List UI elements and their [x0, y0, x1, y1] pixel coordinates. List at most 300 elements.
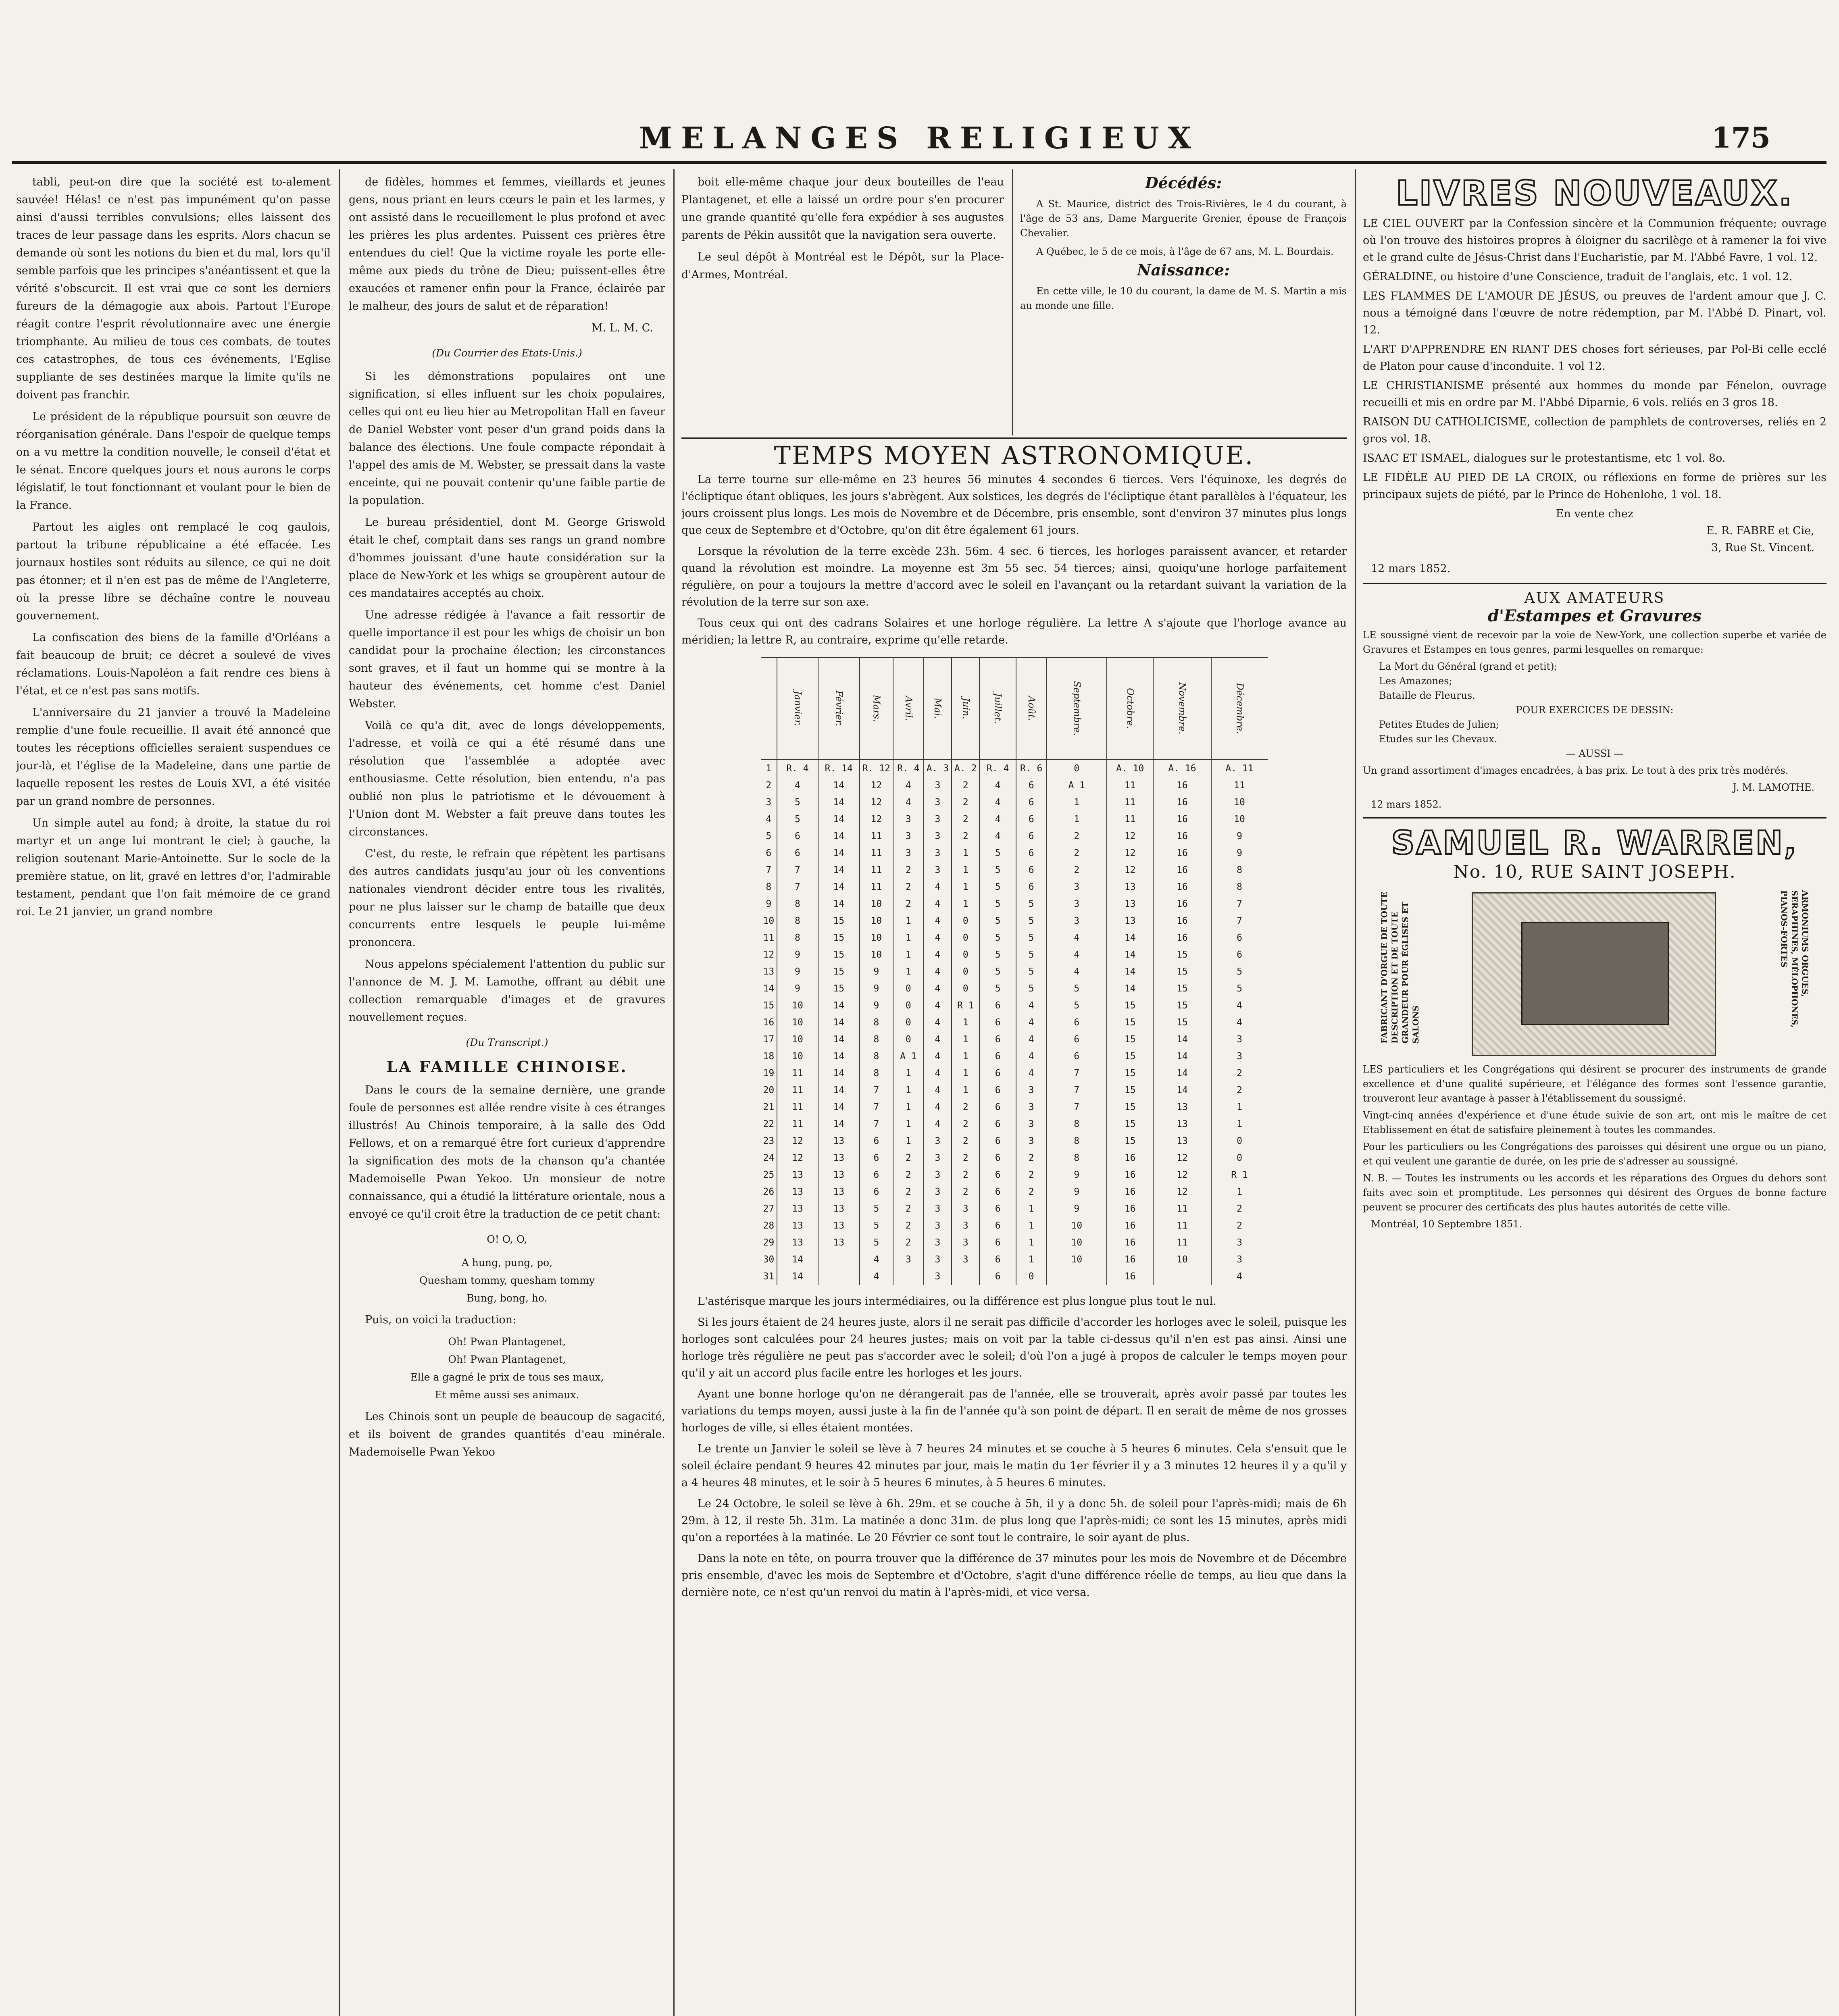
day-cell: 14 — [763, 983, 775, 994]
death-notice: A St. Maurice, district des Trois-Rivières, le 4 du courant, à l'âge de 53 ans, Dame Marguerite Grenier, épouse de François Chevalier. — [1020, 198, 1347, 239]
ad-list-item: La Mort du Général (grand et petit); — [1379, 661, 1558, 672]
table-cell: 6 — [860, 1133, 893, 1150]
table-cell: 11 — [1107, 811, 1153, 828]
table-cell: R. 4 — [893, 760, 924, 777]
table-cell: 9 — [777, 946, 818, 963]
ads-column — [1363, 173, 1827, 2016]
table-cell: R. 6 — [1016, 760, 1047, 777]
masthead-title: MELANGES RELIGIEUX — [639, 121, 1200, 156]
table-cell: 10 — [860, 912, 893, 929]
column-divider — [1012, 169, 1013, 435]
notices-column — [1020, 173, 1347, 431]
article-paragraph: tabli, peut-on dire que la société est to-alement sauvée! Hélas! ce n'est pas impunément qu'on passe ainsi d'aussi terribles convulsions; elles laissent des traces de leur passage dans les esprits. Alors chacun se demande où sont les notions du bien et du mal, lors qu'il semble parfois que les principes s'anéantissent et que la vérité s'obscurcit. Il est vrai que ce sont les derniers fureurs de la démagogie aux abois. Partout l'Europe réagit contre l'esprit révolutionnaire avec une énergie triomphante. Au milieu de tous ces combats, de toutes ces catastrophes, de tous ces événements, l'Eglise suppliante de ses destinées marque la limite qu'ils ne doivent pas franchir. — [16, 176, 331, 401]
table-cell: 4 — [1016, 1048, 1047, 1065]
table-cell: 6 — [777, 828, 818, 845]
table-cell: 0 — [952, 963, 979, 980]
table-cell: 3 — [924, 1133, 952, 1150]
day-cell: 2 — [766, 780, 772, 791]
table-cell: 4 — [979, 777, 1016, 794]
table-cell: 3 — [924, 1150, 952, 1166]
table-cell: 6 — [1016, 862, 1047, 879]
month-column-header — [979, 658, 1016, 760]
table-cell: 5 — [1047, 997, 1107, 1014]
table-cell: 13 — [1153, 1099, 1211, 1116]
table-cell: 16 — [1153, 794, 1211, 811]
table-cell: 4 — [893, 794, 924, 811]
table-row — [761, 1116, 1268, 1133]
table-cell: 1 — [893, 912, 924, 929]
table-cell: 4 — [924, 1116, 952, 1133]
day-cell: 18 — [763, 1051, 775, 1062]
table-cell: 3 — [1016, 1133, 1047, 1150]
table-cell: 1 — [952, 896, 979, 912]
month-column-header — [818, 658, 860, 760]
article-paragraph: Dans la note en tête, on pourra trouver que la différence de 37 minutes pour les mois de Novembre et de Décembre pris ensemble, d'avec les mois de Septembre et d'Octobre, s'agit d'une différence réelle de temps, au lieu que dans la dernière note, ce n'est qu'un renvoi du matin à l'après-midi, et vice versa. — [681, 1552, 1347, 1599]
table-cell: 10 — [860, 929, 893, 946]
table-cell: 7 — [860, 1116, 893, 1133]
table-cell: A 1 — [893, 1048, 924, 1065]
table-cell: 11 — [860, 828, 893, 845]
table-cell: 2 — [1211, 1082, 1268, 1099]
month-column-header — [860, 658, 893, 760]
table-cell: 13 — [818, 1234, 860, 1251]
table-cell: 3 — [924, 1217, 952, 1234]
table-cell: 3 — [924, 862, 952, 879]
table-cell: 1 — [893, 1082, 924, 1099]
table-cell: 15 — [818, 912, 860, 929]
article-paragraph: C'est, du reste, le refrain que répètent les partisans des autres candidats jusqu'au jour où les conventions nationales viendront décider entre tous les rivalités, pour ne plus laisser sur le champ de bataille que deux concurrents entre lesquels le peuple lui-même prononcera. — [349, 848, 665, 949]
table-cell: 2 — [952, 794, 979, 811]
table-cell: 10 — [777, 1014, 818, 1031]
table-cell: 14 — [818, 1031, 860, 1048]
table-cell: 3 — [1016, 1082, 1047, 1099]
table-row — [761, 912, 1268, 929]
table-cell: 9 — [777, 980, 818, 997]
table-cell: 16 — [1107, 1217, 1153, 1234]
ad-paragraph: Pour les particuliers ou les Congrégations des paroisses qui désirent une orgue ou un piano, et qui veulent une garantie de durée, on les prie de s'adresser au soussigné. — [1363, 1141, 1827, 1167]
table-cell: 6 — [979, 1217, 1016, 1234]
table-cell: 12 — [777, 1150, 818, 1166]
table-cell: 14 — [1107, 980, 1153, 997]
article-paragraph: boit elle-même chaque jour deux bouteilles de l'eau Plantagenet, et elle a laissé un ordre pour s'en procurer une grande quantité qu'elle fera expédier à ses augustes parents de Pékin aussitôt que la navigation sera ouverte. — [681, 176, 1004, 242]
table-cell: 12 — [1153, 1150, 1211, 1166]
table-cell: 11 — [777, 1116, 818, 1133]
month-label: Février. — [833, 690, 844, 727]
table-cell: 2 — [1047, 845, 1107, 862]
table-cell: 6 — [979, 1116, 1016, 1133]
table-cell: 4 — [924, 1031, 952, 1048]
table-cell: 3 — [924, 828, 952, 845]
table-cell: 14 — [818, 879, 860, 896]
table-row — [761, 828, 1268, 845]
table-cell: 11 — [777, 1082, 818, 1099]
article-paragraph: L'anniversaire du 21 janvier a trouvé la Madeleine remplie d'une foule recueillie. Il avait été annoncé que toutes les réceptions officielles seraient suspendues ce jour-là, et l'église de la Madeleine, dans une partie de laquelle reposent les restes de Louis XVI, a été visitée par un grand nombre de personnes. — [16, 706, 331, 808]
table-cell: 3 — [924, 1200, 952, 1217]
masthead-rule — [12, 161, 1827, 164]
table-cell: 3 — [1047, 896, 1107, 912]
table-cell: 14 — [818, 1065, 860, 1082]
table-cell: 1 — [1211, 1099, 1268, 1116]
vendor-name: E. R. FABRE et Cie, — [1706, 525, 1814, 537]
table-cell: 2 — [952, 1183, 979, 1200]
death-notice: A Québec, le 5 de ce mois, à l'âge de 67 ans, M. L. Bourdais. — [1036, 246, 1334, 257]
article-paragraph: Un simple autel au fond; à droite, la statue du roi martyr et un ange lui montrant le ciel; à gauche, la religion soutenant Marie-Antoinette. Sur le socle de la première statue, on lit, gravé en lettres d'or, l'admirable testament, pendant que l'on fait mémoire de ce grand roi. Le 21 janvier, un grand nombre — [16, 817, 331, 918]
table-cell: 14 — [777, 1268, 818, 1285]
table-cell: 13 — [818, 1133, 860, 1150]
table-cell: 9 — [860, 980, 893, 997]
table-cell: 4 — [924, 1065, 952, 1082]
table-cell: 15 — [818, 963, 860, 980]
table-cell: 9 — [1047, 1166, 1107, 1183]
table-cell: 14 — [818, 828, 860, 845]
table-cell: R. 12 — [860, 760, 893, 777]
month-label: Décembre. — [1234, 683, 1245, 734]
table-cell: 9 — [1047, 1200, 1107, 1217]
table-cell: 14 — [818, 1048, 860, 1065]
month-label: Avril. — [903, 696, 914, 721]
table-row — [761, 1200, 1268, 1217]
month-label: Mai. — [932, 698, 943, 719]
book-listing: GÉRALDINE, ou histoire d'une Conscience, traduit de l'anglais, etc. 1 vol. 12. — [1363, 271, 1793, 283]
warren-title: SAMUEL R. WARREN, — [1391, 824, 1798, 862]
table-cell: 6 — [860, 1166, 893, 1183]
table-cell: 14 — [818, 811, 860, 828]
article-paragraph: Partout les aigles ont remplacé le coq gaulois, partout la tribune républicaine a été effacée. Les journaux hostiles sont réduits au silence, ce qui ne doit pas étonner; et il n'en est pas de même de l'Angleterre, où la presse libre se déchaîne contre le nouveau gouvernement. — [16, 521, 331, 622]
table-cell: 3 — [1211, 1048, 1268, 1065]
table-cell: 5 — [979, 879, 1016, 896]
day-cell: 25 — [763, 1170, 775, 1180]
table-cell: 16 — [1153, 777, 1211, 794]
article-column-1 — [16, 173, 331, 2016]
astronomical-article — [681, 442, 1347, 2016]
day-cell: 19 — [763, 1068, 775, 1079]
table-cell: 5 — [777, 811, 818, 828]
table-cell: 2 — [952, 828, 979, 845]
table-cell: 4 — [924, 912, 952, 929]
month-label: Mars. — [871, 695, 882, 722]
ad-date: Montréal, 10 Septembre 1851. — [1371, 1218, 1522, 1230]
article-paragraph: Le 24 Octobre, le soleil se lève à 6h. 29m. et se couche à 5h, il y a donc 5h. de soleil pour l'après-midi; mais de 6h 29m. à 12, il reste 5h. 31m. La matinée a donc 31m. de plus long que l'après-midi; ce sont les 15 minutes, après midi qu'on a reportées à la matinée. Le 20 Février ce sont tout le contraire, le soir ayant de plus. — [681, 1497, 1347, 1544]
article-paragraph: de fidèles, hommes et femmes, vieillards et jeunes gens, nous priant en leurs cœurs le pain et les larmes, y ont assisté dans le recueillement le plus profond et avec les prières les plus ardentes. Puissent ces prières être entendues du ciel! Que la victime royale les porte elle-même aux pieds du trône de Dieu; puissent-elles être exaucées et ramener enfin pour la France, éclairée par le malheur, des jours de salut et de réparation! — [349, 176, 665, 312]
table-cell: 11 — [1107, 777, 1153, 794]
table-cell: 12 — [1153, 1166, 1211, 1183]
day-cell: 31 — [763, 1271, 775, 1282]
table-cell: 14 — [818, 1116, 860, 1133]
table-cell: 16 — [1107, 1234, 1153, 1251]
ad-paragraph: Un grand assortiment d'images encadrées, à bas prix. Le tout à des prix très modérés. — [1363, 765, 1789, 776]
table-cell — [952, 1268, 979, 1285]
song-line: Bung, bong, ho. — [467, 1292, 548, 1304]
table-cell: 5 — [1016, 980, 1047, 997]
table-cell: 6 — [1016, 879, 1047, 896]
table-cell: 2 — [893, 1217, 924, 1234]
table-cell: 15 — [818, 980, 860, 997]
table-cell: 15 — [818, 929, 860, 946]
table-cell: 4 — [924, 896, 952, 912]
table-cell: 8 — [1211, 862, 1268, 879]
table-cell: 5 — [1016, 963, 1047, 980]
table-row — [761, 845, 1268, 862]
table-cell: 1 — [952, 1031, 979, 1048]
table-cell: 13 — [1153, 1133, 1211, 1150]
table-cell: 6 — [979, 1183, 1016, 1200]
table-cell: 14 — [818, 777, 860, 794]
table-cell: 16 — [1107, 1268, 1153, 1285]
month-column-header — [952, 658, 979, 760]
table-cell: 6 — [979, 1048, 1016, 1065]
table-cell: 5 — [979, 862, 1016, 879]
table-cell: 3 — [1016, 1116, 1047, 1133]
table-cell: 1 — [1016, 1251, 1047, 1268]
organ-illustration — [1472, 892, 1716, 1056]
table-cell: 16 — [1153, 912, 1211, 929]
article-paragraph: Lorsque la révolution de la terre excède 23h. 56m. 4 sec. 6 tierces, les horloges paraissent avancer, et retarder quand la révolution est moindre. La moyenne est 3m 55 sec. 54 tierces; ainsi, quoiqu'une horloge parfaitement régulière, on pour a toujours la mettre d'accord avec le soleil en l'avançant ou la retardant suivant la variation de la révolution de la terre sur son axe. — [681, 545, 1347, 608]
table-cell: 2 — [893, 879, 924, 896]
table-cell: 3 — [924, 777, 952, 794]
table-cell: 6 — [979, 1234, 1016, 1251]
table-cell: 2 — [1016, 1166, 1047, 1183]
table-cell: 6 — [979, 1065, 1016, 1082]
page-number: 175 — [1711, 121, 1770, 154]
day-cell: 9 — [766, 899, 772, 909]
table-cell: 3 — [924, 1268, 952, 1285]
song-line: O! O, O, — [487, 1233, 527, 1245]
table-cell — [818, 1251, 860, 1268]
table-cell: 1 — [952, 1065, 979, 1082]
table-row — [761, 963, 1268, 980]
table-row — [761, 1048, 1268, 1065]
table-cell: 2 — [952, 1116, 979, 1133]
table-cell: 1 — [1016, 1200, 1047, 1217]
article-paragraph: Dans le cours de la semaine dernière, une grande foule de personnes est allée rendre visite à ces étranges illustrés! Au Chinois temporaire, à la salle des Odd Fellows, et on a remarqué être fort curieux d'apprendre la signification des mots de la chanson qu'a chantée Mademoiselle Pwan Yekoo. Un monsieur de notre connaissance, qui a étudié la littérature orientale, nous a envoyé ce qu'il croit être la traduction de ce petit chant: — [349, 1084, 665, 1220]
table-cell: 4 — [924, 879, 952, 896]
table-cell: 16 — [1107, 1200, 1153, 1217]
month-label: Janvier. — [792, 691, 803, 726]
month-label: Juin. — [960, 698, 971, 719]
table-row — [761, 1268, 1268, 1285]
table-cell: 14 — [1153, 1031, 1211, 1048]
table-cell: 4 — [1047, 946, 1107, 963]
table-cell: 16 — [1153, 929, 1211, 946]
table-cell: 11 — [1107, 794, 1153, 811]
table-cell: 4 — [924, 1014, 952, 1031]
article-paragraph: Ayant une bonne horloge qu'on ne dérangerait pas de l'année, elle se trouverait, après avoir passé par toutes les variations du temps moyen, aussi juste à la fin de l'année qu'à son point de départ. Il en serait de même de nos grosses horloges de ville, si elles étaient montées. — [681, 1388, 1347, 1434]
table-cell: 1 — [1047, 811, 1107, 828]
table-cell — [893, 1268, 924, 1285]
table-cell: 0 — [893, 1014, 924, 1031]
table-cell: 5 — [979, 963, 1016, 980]
table-cell: 15 — [1107, 1082, 1153, 1099]
book-listing: LE FIDÈLE AU PIED DE LA CROIX, ou réflexions en forme de prières sur les principaux sujets de piété, par le Prince de Hohenlohe, 1 vol. 18. — [1363, 471, 1827, 501]
article-paragraph: Puis, on voici la traduction: — [365, 1314, 517, 1326]
table-cell: 5 — [1016, 912, 1047, 929]
day-column-header — [761, 658, 777, 760]
table-cell: 6 — [979, 1031, 1016, 1048]
table-cell: 15 — [1107, 997, 1153, 1014]
table-row — [761, 794, 1268, 811]
day-cell: 5 — [766, 831, 772, 841]
article-paragraph: Les Chinois sont un peuple de beaucoup de sagacité, et ils boivent de grandes quantités d'eau minérale. Mademoiselle Pwan Yekoo — [349, 1410, 665, 1458]
book-listing: ISAAC ET ISMAEL, dialogues sur le protestantisme, etc 1 vol. 8o. — [1363, 452, 1726, 464]
source-label: (Du Courrier des Etats-Unis.) — [432, 347, 582, 359]
table-cell: 2 — [1211, 1200, 1268, 1217]
table-cell: 10 — [1153, 1251, 1211, 1268]
table-header-row — [761, 658, 1268, 760]
table-cell: 12 — [1107, 862, 1153, 879]
table-cell: 13 — [818, 1217, 860, 1234]
day-cell: 1 — [766, 763, 772, 774]
table-cell: 5 — [860, 1200, 893, 1217]
table-cell: 2 — [893, 862, 924, 879]
song-line: Elle a gagné le prix de tous ses maux, — [410, 1371, 604, 1383]
table-cell: 0 — [1211, 1150, 1268, 1166]
table-cell: 10 — [860, 946, 893, 963]
table-cell: 4 — [924, 1048, 952, 1065]
column-divider — [1355, 169, 1356, 2016]
song-line: Oh! Pwan Plantagenet, — [448, 1336, 566, 1347]
ad-date: 12 mars 1852. — [1371, 799, 1442, 810]
table-cell: 6 — [979, 997, 1016, 1014]
day-cell: 7 — [766, 865, 772, 875]
table-cell: 6 — [1016, 828, 1047, 845]
table-cell: 10 — [777, 1031, 818, 1048]
table-cell: A. 2 — [952, 760, 979, 777]
table-cell: 1 — [952, 845, 979, 862]
table-cell: 16 — [1153, 828, 1211, 845]
table-cell: 13 — [777, 1200, 818, 1217]
table-cell: 7 — [1047, 1082, 1107, 1099]
table-cell: 4 — [924, 980, 952, 997]
table-cell: 2 — [893, 1166, 924, 1183]
table-row — [761, 1183, 1268, 1200]
table-cell: 6 — [979, 1150, 1016, 1166]
table-cell: 4 — [1047, 963, 1107, 980]
table-cell: 3 — [924, 1251, 952, 1268]
table-cell: 10 — [1211, 794, 1268, 811]
table-cell: 14 — [818, 997, 860, 1014]
table-cell: 6 — [1047, 1048, 1107, 1065]
table-cell: 6 — [860, 1183, 893, 1200]
table-cell: 13 — [777, 1217, 818, 1234]
table-cell: 5 — [979, 845, 1016, 862]
table-cell: 15 — [1153, 1014, 1211, 1031]
table-cell: 3 — [1211, 1251, 1268, 1268]
births-title: Naissance: — [1137, 261, 1230, 279]
table-cell: 1 — [952, 1014, 979, 1031]
table-cell: 16 — [1153, 811, 1211, 828]
warren-side-right: ARMONIUMS ORGUES, SERAPHINES, MÉLOPHONES, PIANOS-FORTES — [1779, 890, 1810, 1028]
table-cell: 16 — [1153, 845, 1211, 862]
table-cell: 7 — [860, 1099, 893, 1116]
table-cell: 5 — [979, 980, 1016, 997]
table-cell: 15 — [1107, 1099, 1153, 1116]
table-cell: 15 — [1107, 1048, 1153, 1065]
day-cell: 11 — [763, 933, 775, 943]
table-cell: 14 — [1153, 1082, 1211, 1099]
table-cell: 9 — [860, 963, 893, 980]
table-cell: 15 — [818, 946, 860, 963]
table-cell: 3 — [924, 1166, 952, 1183]
table-cell: 3 — [924, 1183, 952, 1200]
table-cell: 2 — [952, 777, 979, 794]
table-cell: 4 — [1016, 1031, 1047, 1048]
table-row — [761, 879, 1268, 896]
song-line: A hung, pung, po, — [461, 1257, 553, 1268]
table-cell: 14 — [1107, 946, 1153, 963]
table-cell: 0 — [893, 1031, 924, 1048]
table-cell: 13 — [1107, 896, 1153, 912]
table-cell: 15 — [1107, 1031, 1153, 1048]
table-cell: 9 — [860, 997, 893, 1014]
month-label: Septembre. — [1071, 681, 1082, 736]
table-cell: 1 — [952, 1082, 979, 1099]
table-cell: 12 — [1153, 1183, 1211, 1200]
astronomical-title: TEMPS MOYEN ASTRONOMIQUE. — [774, 442, 1254, 470]
table-cell: 6 — [1016, 845, 1047, 862]
table-cell: 5 — [860, 1234, 893, 1251]
table-cell: 2 — [1016, 1183, 1047, 1200]
table-cell: 8 — [1047, 1133, 1107, 1150]
ad-list-item: Bataille de Fleurus. — [1379, 690, 1475, 701]
table-cell: 7 — [860, 1082, 893, 1099]
table-cell: A. 16 — [1153, 760, 1211, 777]
day-cell: 23 — [763, 1136, 775, 1146]
table-cell: 3 — [952, 1217, 979, 1234]
day-cell: 8 — [766, 882, 772, 892]
table-cell: 5 — [979, 912, 1016, 929]
day-cell: 12 — [763, 950, 775, 960]
table-cell — [1153, 1268, 1211, 1285]
table-cell: 5 — [1047, 980, 1107, 997]
table-cell: 8 — [860, 1014, 893, 1031]
table-cell: 8 — [1211, 879, 1268, 896]
table-cell: 13 — [818, 1166, 860, 1183]
day-cell: 21 — [763, 1102, 775, 1112]
table-cell: 5 — [1016, 929, 1047, 946]
table-cell: 8 — [860, 1065, 893, 1082]
table-cell: 5 — [1016, 896, 1047, 912]
table-cell: 0 — [952, 980, 979, 997]
table-cell: 6 — [979, 1268, 1016, 1285]
table-cell: 0 — [952, 946, 979, 963]
song-line: Et même aussi ses animaux. — [435, 1389, 579, 1401]
table-cell: 6 — [1211, 946, 1268, 963]
table-cell: 11 — [777, 1065, 818, 1082]
table-cell: 6 — [979, 1014, 1016, 1031]
section-rule — [681, 437, 1347, 439]
table-cell: 3 — [1047, 879, 1107, 896]
song-line: Oh! Pwan Plantagenet, — [448, 1354, 566, 1365]
table-cell: 12 — [777, 1133, 818, 1150]
day-cell: 17 — [763, 1034, 775, 1045]
table-cell: 6 — [1211, 929, 1268, 946]
day-cell: 6 — [766, 848, 772, 858]
table-cell: 4 — [1211, 1014, 1268, 1031]
table-cell: 1 — [893, 1099, 924, 1116]
table-cell: 5 — [1211, 963, 1268, 980]
book-listing: LES FLAMMES DE L'AMOUR DE JÉSUS, ou preuves de l'ardent amour que J. C. nous a témoigné dans l'œuvre de notre rédemption, par M. l'Abbé D. Pinart, vol. 12. — [1363, 290, 1827, 336]
ad-paragraph: LE soussigné vient de recevoir par la voie de New-York, une collection superbe et variée de Gravures et Estampes en tous genres, parmi lesquelles on remarque: — [1363, 629, 1827, 655]
table-cell: 2 — [952, 1099, 979, 1116]
table-cell: 5 — [979, 896, 1016, 912]
table-cell: 14 — [777, 1251, 818, 1268]
table-cell: 13 — [777, 1166, 818, 1183]
table-cell: 3 — [924, 811, 952, 828]
table-cell: 2 — [893, 1150, 924, 1166]
table-cell: 15 — [1153, 980, 1211, 997]
table-cell: 4 — [979, 828, 1016, 845]
table-cell: 1 — [1016, 1217, 1047, 1234]
